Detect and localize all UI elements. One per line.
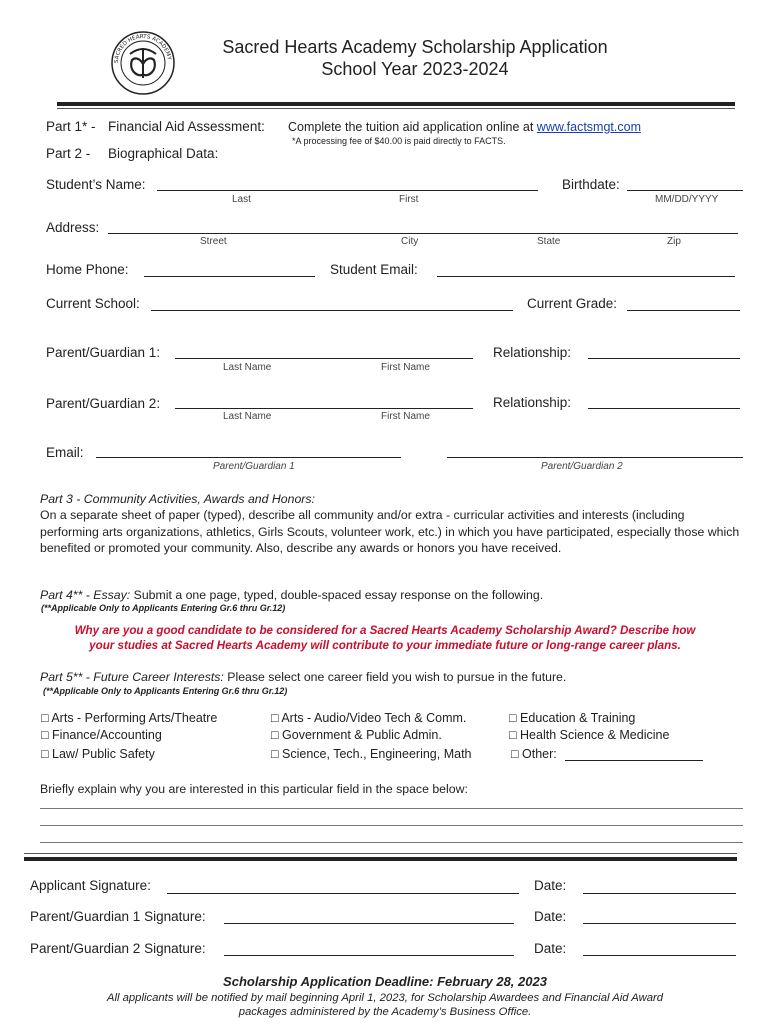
parent1-label: Parent/Guardian 1: <box>46 345 161 360</box>
student-name-field[interactable] <box>157 190 538 191</box>
current-school-field[interactable] <box>151 310 513 311</box>
current-grade-label: Current Grade: <box>527 296 618 311</box>
option-label: Other: <box>522 747 557 761</box>
applicant-date-label: Date: <box>534 878 567 893</box>
first-caption: First <box>399 194 419 205</box>
part5-line <box>40 669 566 686</box>
signature-divider <box>24 857 737 861</box>
birthdate-field[interactable] <box>627 190 743 191</box>
part4-line <box>40 587 543 604</box>
form-title: Sacred Hearts Academy Scholarship Application <box>222 37 608 57</box>
option-label: Education & Training <box>520 711 636 725</box>
other-field[interactable] <box>565 760 703 761</box>
applicant-signature-field[interactable] <box>167 893 519 894</box>
option-label: Arts - Performing Arts/Theatre <box>51 711 218 725</box>
address-label: Address: <box>46 220 100 235</box>
essay-question-line2: your studies at Sacred Hearts Academy will contribute to your immediate future or long-range career plans. <box>89 639 681 652</box>
part4-heading: Part 4** - Essay: <box>40 588 131 602</box>
birthdate-label: Birthdate: <box>562 177 620 192</box>
option-performing-arts[interactable]: □ Arts - Performing Arts/Theatre <box>41 711 218 725</box>
option-government[interactable]: □ Government & Public Admin. <box>271 728 442 742</box>
address-field[interactable] <box>108 233 738 234</box>
parent2-date-field[interactable] <box>583 955 736 956</box>
student-name-label: Student’s Name: <box>46 177 146 192</box>
notification-line2: packages administered by the Academy’s Business Office. <box>238 1006 532 1018</box>
current-grade-field[interactable] <box>627 310 740 311</box>
parent2-email-field[interactable] <box>447 457 743 458</box>
header-divider <box>57 102 735 106</box>
facts-link[interactable]: www.factsmgt.com <box>536 120 641 134</box>
option-label: Arts - Audio/Video Tech & Comm. <box>281 711 467 725</box>
school-year: School Year 2023-2024 <box>321 59 509 79</box>
date-format-caption: MM/DD/YYYY <box>655 194 719 205</box>
parent2-signature-label: Parent/Guardian 2 Signature: <box>30 941 206 956</box>
parent1-first-caption: First Name <box>381 362 430 373</box>
email-label: Email: <box>46 445 84 460</box>
explain-prompt: Briefly explain why you are interested in this particular field in the space below: <box>40 782 468 796</box>
state-caption: State <box>537 236 561 247</box>
processing-fee-note: *A processing fee of $40.00 is paid directly to FACTS. <box>292 136 506 146</box>
home-phone-field[interactable] <box>144 276 315 277</box>
part1-instruction-text: Complete the tuition aid application online at <box>288 120 534 134</box>
option-finance[interactable]: □ Finance/Accounting <box>41 728 162 742</box>
parent2-relationship-field[interactable] <box>588 408 740 409</box>
pg2-email-caption: Parent/Guardian 2 <box>541 461 623 472</box>
student-email-label: Student Email: <box>330 262 418 277</box>
option-other[interactable]: □ Other: <box>511 747 557 761</box>
header-divider-thin <box>57 108 735 109</box>
parent1-date-field[interactable] <box>583 923 736 924</box>
part2-label: Part 2 - <box>46 146 91 161</box>
option-education[interactable]: □ Education & Training <box>509 711 636 725</box>
academy-seal-logo <box>110 30 176 96</box>
parent1-signature-label: Parent/Guardian 1 Signature: <box>30 909 206 924</box>
explain-line-2[interactable] <box>40 825 743 826</box>
option-label: Government & Public Admin. <box>282 728 442 742</box>
part5-note: (**Applicable Only to Applicants Entering Gr.6 thru Gr.12) <box>43 686 288 696</box>
option-label: Health Science & Medicine <box>520 728 670 742</box>
parent2-signature-field[interactable] <box>224 955 514 956</box>
parent2-last-caption: Last Name <box>223 411 272 422</box>
option-health[interactable]: □ Health Science & Medicine <box>509 728 670 742</box>
notification-line1: All applicants will be notified by mail beginning April 1, 2023, for Scholarship Awardees and Financial Aid Award <box>106 992 664 1004</box>
option-av-tech[interactable]: □ Arts - Audio/Video Tech & Comm. <box>271 711 467 725</box>
parent1-field[interactable] <box>175 358 473 359</box>
parent1-relationship-field[interactable] <box>588 358 740 359</box>
option-law[interactable]: □ Law/ Public Safety <box>41 747 155 761</box>
parent2-relationship-label: Relationship: <box>493 395 572 410</box>
part1-title: Financial Aid Assessment: <box>108 119 265 134</box>
parent2-field[interactable] <box>175 408 473 409</box>
part4-text: Submit a one page, typed, double-spaced essay response on the following. <box>133 588 544 602</box>
part3-heading: Part 3 - Community Activities, Awards and Honors: <box>40 492 315 506</box>
parent1-signature-field[interactable] <box>224 923 514 924</box>
part1-instruction <box>288 120 641 134</box>
parent1-relationship-label: Relationship: <box>493 345 572 360</box>
part4-note: (**Applicable Only to Applicants Entering Gr.6 thru Gr.12) <box>41 603 286 613</box>
parent2-label: Parent/Guardian 2: <box>46 396 161 411</box>
zip-caption: Zip <box>667 236 681 247</box>
home-phone-label: Home Phone: <box>46 262 129 277</box>
essay-question-line1: Why are you a good candidate to be considered for a Sacred Hearts Academy Scholarship Award? Describe how <box>74 624 696 637</box>
part1-label: Part 1* - <box>46 119 96 134</box>
signature-divider-thin <box>24 853 737 854</box>
current-school-label: Current School: <box>46 296 140 311</box>
option-stem[interactable]: □ Science, Tech., Engineering, Math <box>271 747 472 761</box>
deadline: Scholarship Application Deadline: February 28, 2023 <box>223 974 547 989</box>
student-email-field[interactable] <box>437 276 735 277</box>
applicant-signature-label: Applicant Signature: <box>30 878 151 893</box>
explain-line-1[interactable] <box>40 808 743 809</box>
part5-text: Please select one career field you wish to pursue in the future. <box>227 670 567 684</box>
parent1-last-caption: Last Name <box>223 362 272 373</box>
explain-line-3[interactable] <box>40 842 743 843</box>
last-caption: Last <box>232 194 251 205</box>
parent2-date-label: Date: <box>534 941 567 956</box>
option-label: Law/ Public Safety <box>52 747 155 761</box>
logo-text: SACRED HEARTS ACADEMY <box>113 33 172 64</box>
pg1-email-caption: Parent/Guardian 1 <box>213 461 295 472</box>
parent1-date-label: Date: <box>534 909 567 924</box>
parent2-first-caption: First Name <box>381 411 430 422</box>
part2-title: Biographical Data: <box>108 146 219 161</box>
option-label: Finance/Accounting <box>52 728 162 742</box>
city-caption: City <box>401 236 419 247</box>
part3-text: On a separate sheet of paper (typed), describe all community and/or extra - curricular activities and interests (including performing arts organizations, athletics, Girls Scouts, volunteer work, etc.) in which you have participated, especially those which benefited or promoted your community. Also, describe any awards or honors you have received. <box>40 508 740 555</box>
street-caption: Street <box>200 236 227 247</box>
part5-heading: Part 5** - Future Career Interests: <box>40 670 224 684</box>
option-label: Science, Tech., Engineering, Math <box>282 747 472 761</box>
applicant-date-field[interactable] <box>583 893 736 894</box>
parent1-email-field[interactable] <box>96 457 401 458</box>
